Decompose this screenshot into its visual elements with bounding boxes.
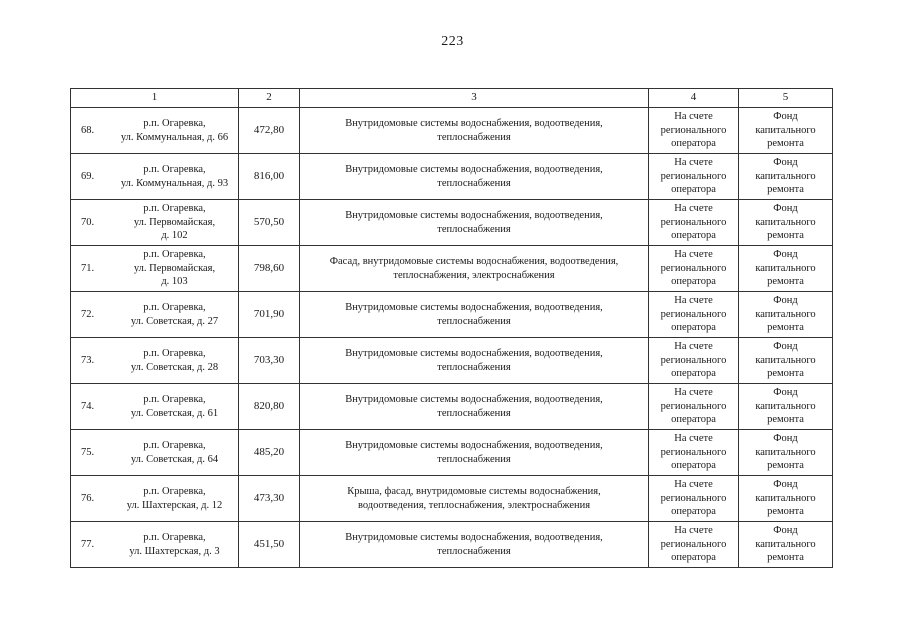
- row-number: 68.: [81, 124, 95, 136]
- account-line: регионального: [660, 354, 727, 366]
- works-line: Внутридомовые системы водоснабжения, водоотведения,: [345, 210, 603, 221]
- table-row: [71, 200, 833, 246]
- account-line: оператора: [671, 276, 716, 288]
- works-cell: [300, 384, 649, 430]
- works-cell: [300, 430, 649, 476]
- works-line: теплоснабжения: [437, 453, 511, 465]
- account-cell: [649, 108, 739, 154]
- column-header: 2: [239, 89, 300, 108]
- account-line: На счете: [674, 157, 713, 169]
- works-cell: [300, 522, 649, 568]
- funding-line: капитального: [755, 170, 816, 182]
- account-line: оператора: [671, 414, 716, 426]
- table-row: [71, 476, 833, 522]
- row-number: 73.: [81, 354, 95, 366]
- works-line: теплоснабжения: [437, 545, 511, 557]
- funding-cell: [739, 154, 833, 200]
- row-number: 69.: [81, 170, 95, 182]
- area-cell: 701,90: [239, 292, 300, 338]
- account-cell: [649, 476, 739, 522]
- account-line: регионального: [660, 400, 727, 412]
- account-cell: [649, 430, 739, 476]
- works-cell: [300, 200, 649, 246]
- funding-line: капитального: [755, 262, 816, 274]
- row-number: 72.: [81, 308, 95, 320]
- funding-line: капитального: [755, 492, 816, 504]
- account-line: На счете: [674, 387, 713, 399]
- address-line: д. 103: [161, 276, 188, 288]
- funding-line: капитального: [755, 400, 816, 412]
- funding-line: ремонта: [767, 138, 804, 150]
- page-number: 223: [441, 34, 464, 49]
- funding-line: ремонта: [767, 230, 804, 242]
- works-cell: [300, 338, 649, 384]
- address-line: ул. Шахтерская, д. 12: [126, 499, 223, 511]
- works-line: теплоснабжения: [437, 223, 511, 235]
- account-line: На счете: [674, 341, 713, 353]
- row-number: 76.: [81, 492, 95, 504]
- works-line: Крыша, фасад, внутридомовые системы водоснабжения,: [347, 486, 601, 497]
- account-line: регионального: [660, 446, 727, 458]
- funding-cell: [739, 200, 833, 246]
- works-line: теплоснабжения: [437, 407, 511, 419]
- repair-table-container: [70, 88, 832, 568]
- account-line: На счете: [674, 433, 713, 445]
- area-cell: 798,60: [239, 246, 300, 292]
- address-line: ул. Советская, д. 28: [130, 361, 219, 373]
- address-cell: [71, 154, 239, 200]
- account-cell: [649, 246, 739, 292]
- works-line: Внутридомовые системы водоснабжения, водоотведения,: [345, 440, 603, 451]
- funding-line: капитального: [755, 124, 816, 136]
- area-cell: 485,20: [239, 430, 300, 476]
- works-cell: [300, 476, 649, 522]
- table-row: [71, 292, 833, 338]
- row-number: 74.: [81, 400, 95, 412]
- funding-cell: [739, 476, 833, 522]
- table-body: [71, 108, 833, 568]
- account-line: регионального: [660, 538, 727, 550]
- funding-line: капитального: [755, 538, 816, 550]
- account-line: регионального: [660, 308, 727, 320]
- funding-line: Фонд: [773, 433, 798, 445]
- address-line: ул. Первомайская,: [133, 216, 216, 228]
- area-cell: 473,30: [239, 476, 300, 522]
- account-line: оператора: [671, 230, 716, 242]
- funding-line: Фонд: [773, 249, 798, 261]
- works-line: водоотведения, теплоснабжения, электроснабжения: [357, 499, 591, 511]
- address-cell: [71, 108, 239, 154]
- address-cell: [71, 522, 239, 568]
- repair-table: [70, 88, 833, 568]
- account-cell: [649, 200, 739, 246]
- account-line: На счете: [674, 479, 713, 491]
- account-line: оператора: [671, 552, 716, 564]
- area-cell: 570,50: [239, 200, 300, 246]
- account-cell: [649, 338, 739, 384]
- works-line: теплоснабжения: [437, 315, 511, 327]
- address-cell: [71, 292, 239, 338]
- address-line: д. 102: [161, 230, 188, 242]
- account-cell: [649, 292, 739, 338]
- funding-line: ремонта: [767, 506, 804, 518]
- account-line: На счете: [674, 525, 713, 537]
- table-row: [71, 246, 833, 292]
- works-line: Внутридомовые системы водоснабжения, водоотведения,: [345, 118, 603, 129]
- funding-line: капитального: [755, 354, 816, 366]
- account-cell: [649, 522, 739, 568]
- works-line: Внутридомовые системы водоснабжения, водоотведения,: [345, 348, 603, 359]
- row-number: 77.: [81, 538, 95, 550]
- account-line: регионального: [660, 492, 727, 504]
- funding-line: Фонд: [773, 387, 798, 399]
- address-line: р.п. Огаревка,: [143, 164, 206, 175]
- works-line: теплоснабжения: [437, 131, 511, 143]
- address-cell: [71, 430, 239, 476]
- funding-line: капитального: [755, 216, 816, 228]
- address-line: ул. Шахтерская, д. 3: [129, 545, 220, 557]
- funding-line: Фонд: [773, 111, 798, 123]
- funding-line: ремонта: [767, 552, 804, 564]
- works-line: Внутридомовые системы водоснабжения, водоотведения,: [345, 394, 603, 405]
- address-line: ул. Советская, д. 27: [130, 315, 219, 327]
- funding-line: ремонта: [767, 368, 804, 380]
- table-row: [71, 154, 833, 200]
- account-line: регионального: [660, 170, 727, 182]
- funding-line: Фонд: [773, 295, 798, 307]
- funding-cell: [739, 292, 833, 338]
- address-line: р.п. Огаревка,: [143, 532, 206, 543]
- account-line: оператора: [671, 506, 716, 518]
- funding-line: Фонд: [773, 341, 798, 353]
- works-line: теплоснабжения: [437, 361, 511, 373]
- funding-line: ремонта: [767, 184, 804, 196]
- funding-line: ремонта: [767, 322, 804, 334]
- area-cell: 820,80: [239, 384, 300, 430]
- address-line: ул. Советская, д. 61: [130, 407, 219, 419]
- row-number: 71.: [81, 262, 95, 274]
- row-number: 75.: [81, 446, 95, 458]
- funding-cell: [739, 246, 833, 292]
- funding-line: Фонд: [773, 157, 798, 169]
- table-row: [71, 522, 833, 568]
- column-header: 5: [739, 89, 833, 108]
- address-line: р.п. Огаревка,: [143, 440, 206, 451]
- account-line: оператора: [671, 368, 716, 380]
- address-cell: [71, 246, 239, 292]
- funding-line: ремонта: [767, 460, 804, 472]
- account-line: регионального: [660, 262, 727, 274]
- table-row: [71, 430, 833, 476]
- funding-cell: [739, 430, 833, 476]
- table-row: [71, 338, 833, 384]
- account-line: оператора: [671, 460, 716, 472]
- area-cell: 472,80: [239, 108, 300, 154]
- funding-cell: [739, 108, 833, 154]
- works-line: теплоснабжения, электроснабжения: [393, 269, 555, 281]
- funding-line: Фонд: [773, 203, 798, 215]
- works-line: Фасад, внутридомовые системы водоснабжения, водоотведения,: [329, 256, 619, 267]
- address-line: р.п. Огаревка,: [143, 302, 206, 313]
- area-cell: 451,50: [239, 522, 300, 568]
- area-cell: 703,30: [239, 338, 300, 384]
- address-line: ул. Советская, д. 64: [130, 453, 219, 465]
- address-line: р.п. Огаревка,: [143, 203, 206, 215]
- address-cell: [71, 338, 239, 384]
- column-header: 4: [649, 89, 739, 108]
- account-line: регионального: [660, 216, 727, 228]
- works-cell: [300, 292, 649, 338]
- account-line: регионального: [660, 124, 727, 136]
- funding-line: ремонта: [767, 414, 804, 426]
- account-line: На счете: [674, 295, 713, 307]
- address-line: ул. Коммунальная, д. 93: [120, 177, 229, 189]
- address-line: ул. Коммунальная, д. 66: [120, 131, 229, 143]
- table-header-row: [71, 89, 833, 108]
- account-cell: [649, 384, 739, 430]
- works-line: теплоснабжения: [437, 177, 511, 189]
- column-header: 1: [71, 89, 239, 108]
- table-row: [71, 108, 833, 154]
- works-line: Внутридомовые системы водоснабжения, водоотведения,: [345, 302, 603, 313]
- address-cell: [71, 200, 239, 246]
- account-line: На счете: [674, 111, 713, 123]
- funding-line: Фонд: [773, 479, 798, 491]
- account-line: На счете: [674, 203, 713, 215]
- works-cell: [300, 246, 649, 292]
- works-line: Внутридомовые системы водоснабжения, водоотведения,: [345, 164, 603, 175]
- funding-cell: [739, 384, 833, 430]
- address-line: р.п. Огаревка,: [143, 348, 206, 359]
- column-header: 3: [300, 89, 649, 108]
- account-line: На счете: [674, 249, 713, 261]
- account-line: оператора: [671, 184, 716, 196]
- address-line: ул. Первомайская,: [133, 262, 216, 274]
- account-line: оператора: [671, 322, 716, 334]
- address-line: р.п. Огаревка,: [143, 394, 206, 405]
- funding-line: Фонд: [773, 525, 798, 537]
- address-cell: [71, 476, 239, 522]
- row-number: 70.: [81, 216, 95, 228]
- account-line: оператора: [671, 138, 716, 150]
- address-line: р.п. Огаревка,: [143, 118, 206, 129]
- funding-line: капитального: [755, 446, 816, 458]
- address-cell: [71, 384, 239, 430]
- funding-line: капитального: [755, 308, 816, 320]
- funding-line: ремонта: [767, 276, 804, 288]
- address-line: р.п. Огаревка,: [143, 249, 206, 261]
- funding-cell: [739, 522, 833, 568]
- account-cell: [649, 154, 739, 200]
- address-line: р.п. Огаревка,: [143, 486, 206, 497]
- works-line: Внутридомовые системы водоснабжения, водоотведения,: [345, 532, 603, 543]
- funding-cell: [739, 338, 833, 384]
- works-cell: [300, 154, 649, 200]
- works-cell: [300, 108, 649, 154]
- table-row: [71, 384, 833, 430]
- area-cell: 816,00: [239, 154, 300, 200]
